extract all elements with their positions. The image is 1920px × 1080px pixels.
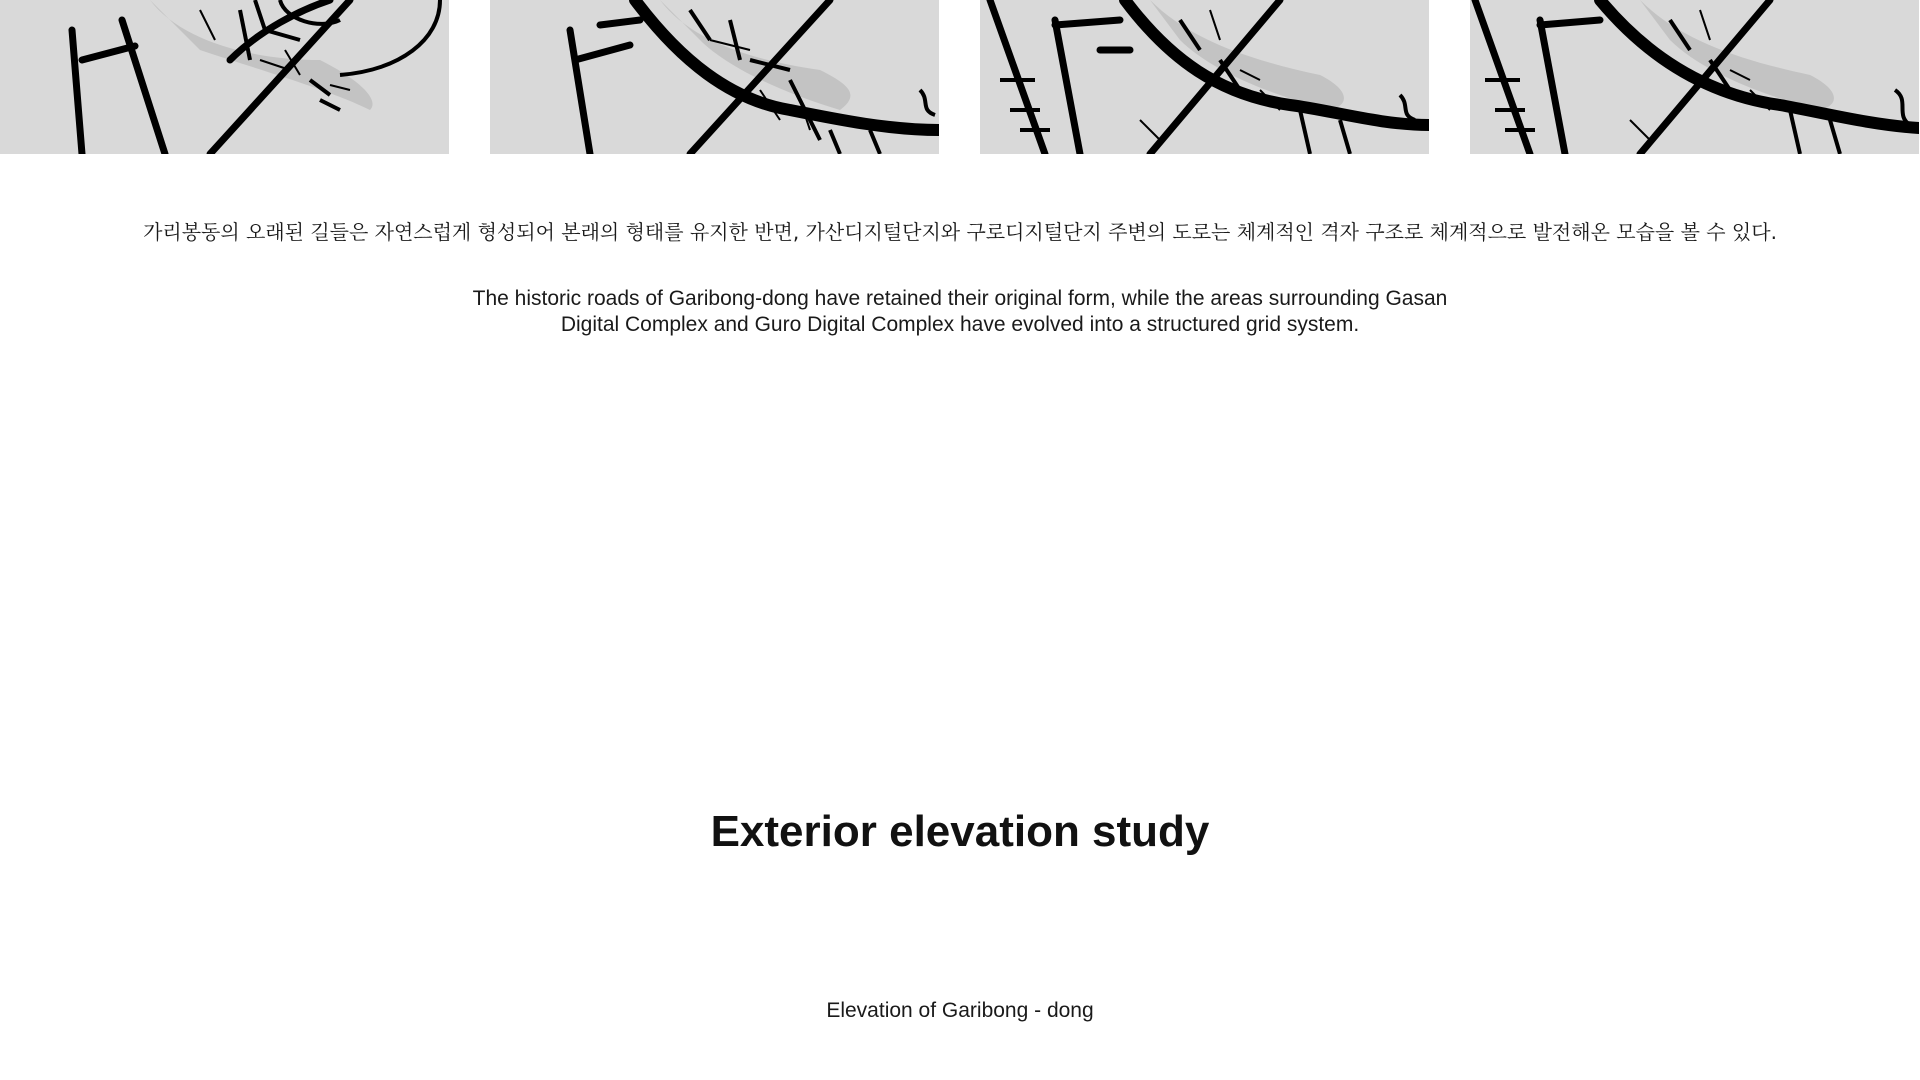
- road-map-image-2: [490, 0, 939, 154]
- korean-description: 가리봉동의 오래된 길들은 자연스럽게 형성되어 본래의 형태를 유지한 반면, 가산디지털단지와 구로디지털단지 주변의 도로는 체계적인 격자 구조로 체계적으로 발전해온 모습을 볼 수 있다.: [143, 220, 1777, 244]
- elevation-caption: Elevation of Garibong - dong: [826, 999, 1094, 1022]
- english-description: [410, 286, 1510, 338]
- road-map-sequence: [0, 0, 1920, 154]
- road-map-image-4: [1470, 0, 1919, 154]
- english-description-line-2: Digital Complex and Guro Digital Complex have evolved into a structured grid system.: [560, 313, 1360, 336]
- english-description-line-1: The historic roads of Garibong-dong have retained their original form, while the areas surrounding Gasan: [472, 287, 1448, 310]
- road-map-image-3: [980, 0, 1429, 154]
- section-title: Exterior elevation study: [710, 807, 1210, 856]
- road-map-image-1: [0, 0, 449, 154]
